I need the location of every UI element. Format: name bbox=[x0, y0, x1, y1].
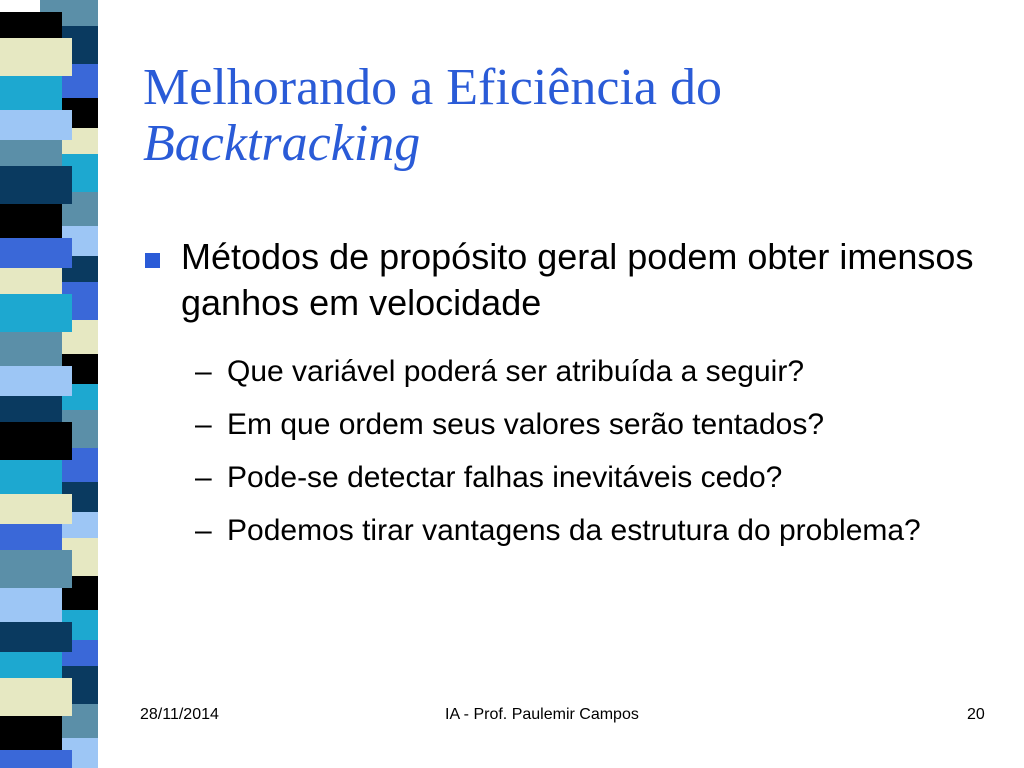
footer-title: IA - Prof. Paulemir Campos bbox=[445, 706, 639, 723]
stripe-block bbox=[0, 38, 72, 76]
stripe-block bbox=[0, 268, 62, 294]
stripe-block bbox=[0, 238, 72, 268]
stripe-block bbox=[0, 460, 62, 494]
stripe-block bbox=[0, 716, 62, 750]
stripe-block bbox=[0, 12, 62, 38]
stripe-block bbox=[0, 110, 72, 140]
dash-marker-icon: – bbox=[195, 408, 212, 441]
stripe-block bbox=[0, 332, 62, 366]
sub-bullet-item bbox=[195, 456, 1005, 499]
stripe-block bbox=[0, 140, 62, 166]
dash-marker-icon: – bbox=[195, 355, 212, 388]
slide-title bbox=[143, 60, 1003, 172]
footer-date: 28/11/2014 bbox=[140, 706, 219, 723]
square-bullet-icon bbox=[145, 253, 160, 268]
bullet-item bbox=[145, 234, 1015, 326]
stripe-block bbox=[0, 166, 72, 204]
title-line-2: Backtracking bbox=[143, 115, 421, 172]
stripe-block bbox=[0, 652, 62, 678]
sub-bullet-text: Que variável poderá ser atribuída a seguir? bbox=[227, 355, 805, 388]
stripe-block bbox=[0, 750, 72, 768]
sub-bullet-text: Podemos tirar vantagens da estrutura do problema? bbox=[227, 514, 921, 547]
stripe-block bbox=[0, 396, 62, 422]
stripe-block bbox=[0, 622, 72, 652]
stripe-block bbox=[0, 524, 62, 550]
stripe-block bbox=[0, 422, 72, 460]
sub-bullet-text: Pode-se detectar falhas inevitáveis cedo? bbox=[227, 461, 783, 494]
dash-marker-icon: – bbox=[195, 514, 212, 547]
stripe-block bbox=[0, 550, 72, 588]
sub-bullet-list bbox=[195, 350, 1005, 562]
decorative-stripe bbox=[0, 0, 118, 768]
stripe-block bbox=[0, 366, 72, 396]
sub-bullet-text: Em que ordem seus valores serão tentados? bbox=[227, 408, 824, 441]
stripe-block bbox=[0, 204, 62, 238]
stripe-block bbox=[0, 588, 62, 622]
stripe-block bbox=[0, 294, 72, 332]
stripe-block bbox=[0, 76, 62, 110]
sub-bullet-item bbox=[195, 509, 1005, 552]
bullet-text: Métodos de propósito geral podem obter imensos ganhos em velocidade bbox=[181, 236, 974, 323]
dash-marker-icon: – bbox=[195, 461, 212, 494]
stripe-block bbox=[0, 494, 72, 524]
sub-bullet-item bbox=[195, 403, 1005, 446]
title-line-1: Melhorando a Eficiência do bbox=[143, 59, 722, 116]
footer-page-number: 20 bbox=[967, 706, 985, 723]
sub-bullet-item bbox=[195, 350, 1005, 393]
stripe-block bbox=[0, 678, 72, 716]
